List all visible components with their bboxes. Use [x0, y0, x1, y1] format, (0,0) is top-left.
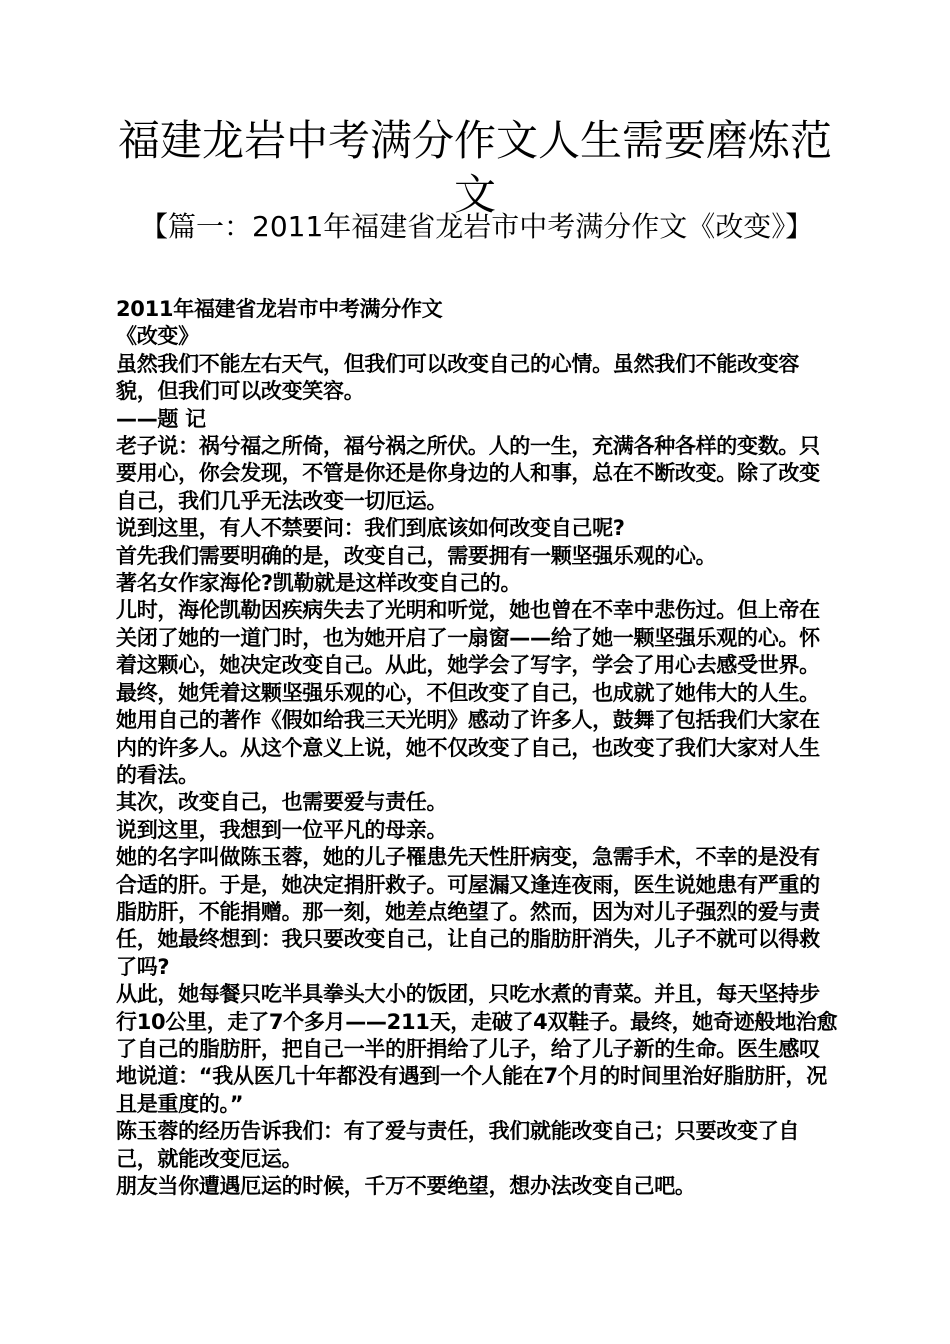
paragraph: 儿时，海伦凯勒因疾病失去了光明和听觉，她也曾在不幸中悲伤过。但上帝在关闭了她的一道门时，也为她开启了一扇窗——给了她一颗坚强乐观的心。怀着这颗心，她决定改变自己。从此，她学会了写字，学会了用心去感受世界。最终，她凭着这颗坚强乐观的心，不但改变了自己，也成就了她伟大的人生。她用自己的著作《假如给我三天光明》感动了许多人，鼓舞了包括我们大家在内的许多人。从这个意义上说，她不仅改变了自己，也改变了我们大家对人生的看法。: [116, 598, 820, 787]
paragraph: 陈玉蓉的经历告诉我们：有了爱与责任，我们就能改变自己；只要改变了自己，就能改变厄运。: [116, 1119, 800, 1171]
document-body: [116, 296, 840, 1200]
paragraph: 其次，改变自己，也需要爱与责任。: [116, 790, 448, 815]
paragraph: 著名女作家海伦?凯勒就是这样改变自己的。: [116, 571, 522, 596]
paragraph: 《改变》: [116, 324, 199, 349]
paragraph: 老子说：祸兮福之所倚，福兮祸之所伏。人的一生，充满各种各样的变数。只要用心，你会发现，不管是你还是你身边的人和事，总在不断改变。除了改变自己，我们几乎无法改变一切厄运。: [116, 434, 820, 513]
document-title: 福建龙岩中考满分作文人生需要磨炼范文: [117, 116, 832, 219]
paragraph: 从此，她每餐只吃半具拳头大小的饭团，只吃水煮的青菜。并且，每天坚持步行10公里，走了7个多月——211天，走破了4双鞋子。最终，她奇迹般地治愈了自己的脂肪肝，把自己一半的肝捐给了儿子，给了儿子新的生命。医生感叹地说道：“我从医几十年都没有遇到一个人能在7个月的时间里治好脂肪肝，况且是重度的。”: [116, 982, 838, 1116]
paragraph: ——题 记: [116, 406, 206, 431]
paragraph: 虽然我们不能左右天气，但我们可以改变自己的心情。虽然我们不能改变容貌，但我们可以改变笑容。: [116, 351, 800, 404]
paragraph: 2011年福建省龙岩市中考满分作文: [116, 297, 443, 321]
paragraph: 首先我们需要明确的是，改变自己，需要拥有一颗坚强乐观的心。: [116, 543, 717, 568]
paragraph: 说到这里，有人不禁要问：我们到底该如何改变自己呢?: [116, 516, 625, 541]
paragraph: 朋友当你遭遇厄运的时候，千万不要绝望，想办法改变自己吧。: [116, 1174, 696, 1198]
document-subtitle: 【篇一：2011年福建省龙岩市中考满分作文《改变》】: [140, 210, 814, 243]
paragraph: 她的名字叫做陈玉蓉，她的儿子罹患先天性肝病变，急需手术，不幸的是没有合适的肝。于是，她决定捐肝救子。可屋漏又逢连夜雨，医生说她患有严重的脂肪肝，不能捐赠。那一刻，她差点绝望了。然而，因为对儿子强烈的爱与责任，她最终想到：我只要改变自己，让自己的脂肪肝消失，儿子不就可以得救了吗?: [116, 845, 820, 979]
paragraph: 说到这里，我想到一位平凡的母亲。: [116, 817, 448, 842]
